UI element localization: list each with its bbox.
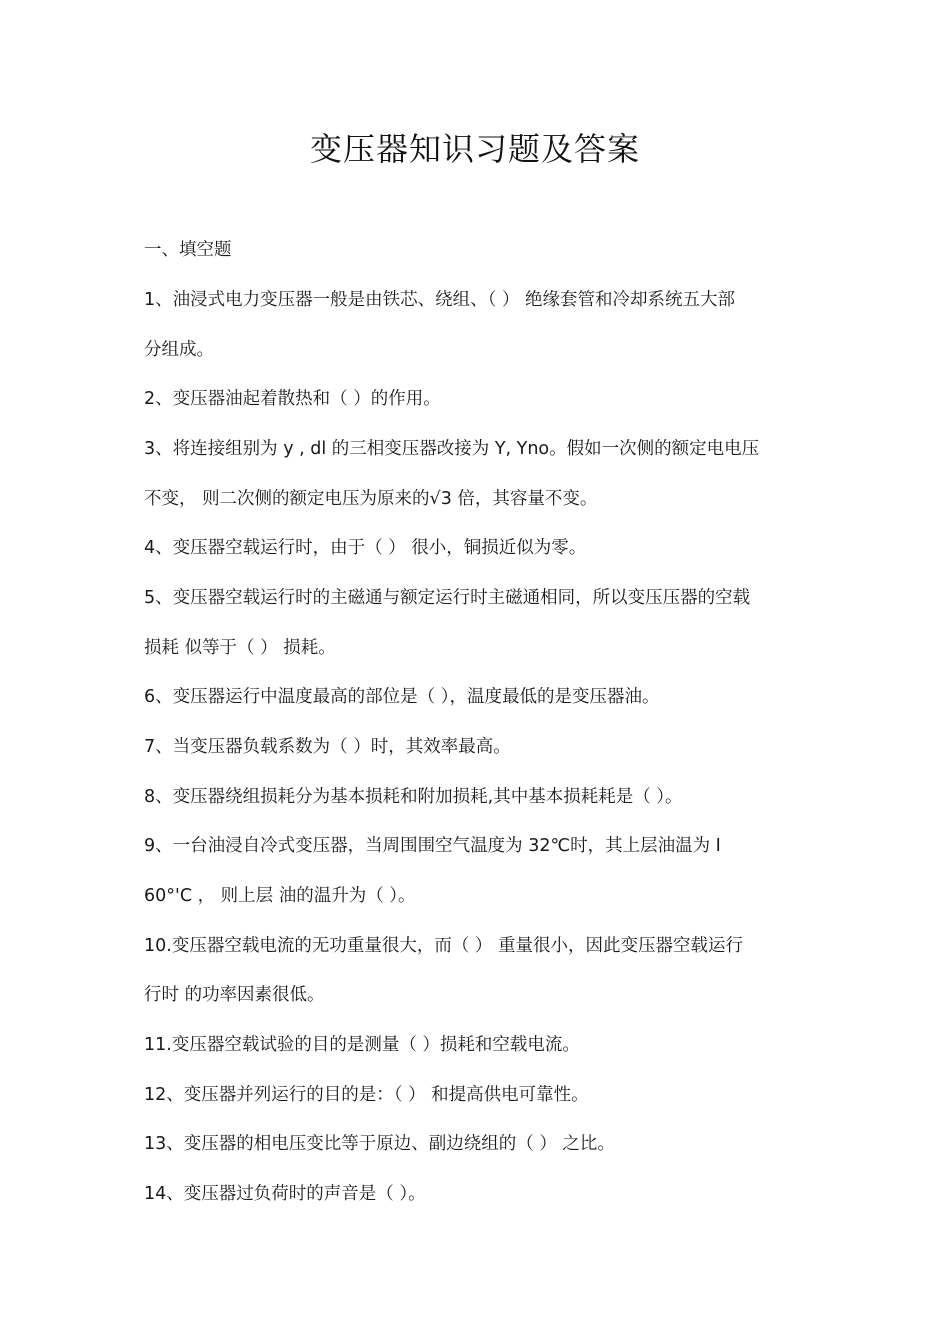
question-5-line-2: 损耗 似等于（ ） 损耗。	[144, 638, 336, 658]
question-13: 13、变压器的相电压变比等于原边、副边绕组的（ ） 之比。	[144, 1134, 615, 1154]
document-title: 变压器知识习题及答案	[309, 130, 640, 168]
question-6: 6、变压器运行中温度最高的部位是（ ），温度最低的是变压器油。	[144, 687, 660, 707]
question-1-line-1: 1、油浸式电力变压器一般是由铁芯、绕组、（ ） 绝缘套管和冷却系统五大部	[144, 290, 736, 310]
question-8: 8、变压器绕组损耗分为基本损耗和附加损耗,其中基本损耗耗是（ ）。	[144, 787, 683, 807]
question-11: 11.变压器空载试验的目的是测量（ ）损耗和空载电流。	[144, 1035, 580, 1055]
question-7: 7、当变压器负载系数为（ ）时，其效率最高。	[144, 737, 511, 757]
section-heading: 一、填空题	[144, 240, 232, 260]
question-3-line-2: 不变， 则二次侧的额定电压为原来的√3 倍，其容量不变。	[144, 489, 598, 509]
question-5-line-1: 5、变压器空载运行时的主磁通与额定运行时主磁通相同，所以变压压器的空载	[144, 588, 751, 608]
question-10-line-1: 10.变压器空载电流的无功重量很大，而（ ） 重量很小，因此变压器空载运行	[144, 936, 743, 956]
question-9-line-2: 60°'C ， 则上层 油的温升为（ ）。	[144, 886, 416, 906]
question-2: 2、变压器油起着散热和（ ）的作用。	[144, 389, 441, 409]
question-1-line-2: 分组成。	[144, 340, 214, 360]
question-10-line-2: 行时 的功率因素很低。	[144, 985, 325, 1005]
question-9-line-1: 9、一台油浸自冷式变压器，当周围围空气温度为 32℃时，其上层油温为 I	[144, 836, 721, 856]
question-4: 4、变压器空载运行时，由于（ ） 很小，铜损近似为零。	[144, 538, 587, 558]
question-14: 14、变压器过负荷时的声音是（ ）。	[144, 1184, 426, 1204]
question-12: 12、变压器并列运行的目的是：（ ） 和提高供电可靠性。	[144, 1085, 589, 1105]
question-3-line-1: 3、将连接组别为 y , dl 的三相变压器改接为 Y, Yno。假如一次侧的额定电电压	[144, 439, 760, 459]
